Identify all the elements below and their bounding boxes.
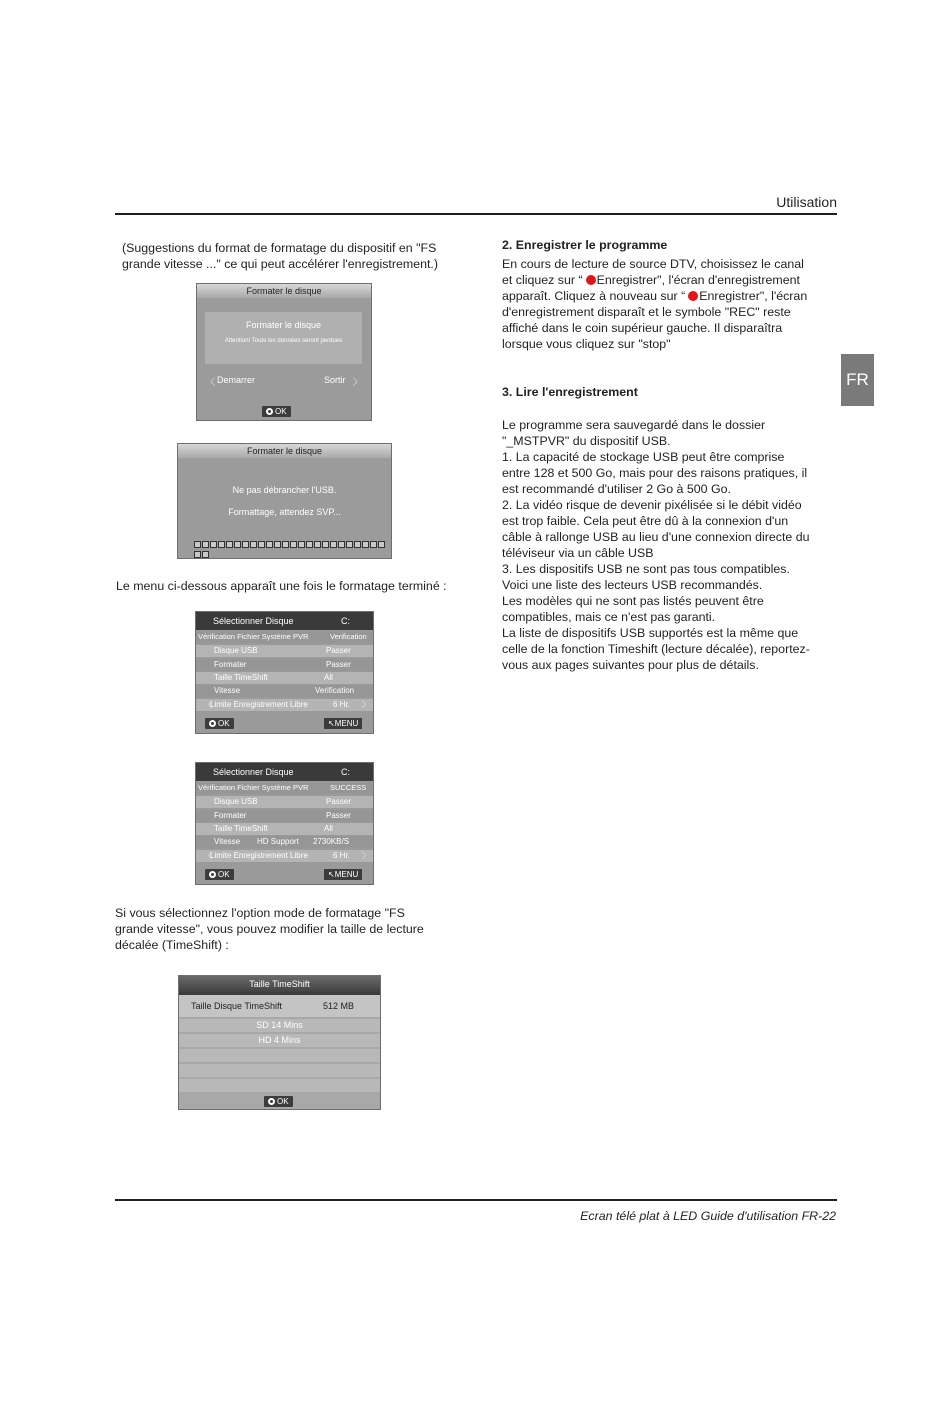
paragraph: 2. La vidéo risque de devenir pixélisée si le débit vidéo est trop faible. Cela peut être dû à la connexion d'un câble à rallonge USB au lieu d'une connexion directe du téléviseur via un câble USB	[502, 498, 810, 560]
record-paragraph	[502, 256, 814, 352]
chevron-left-icon: 〈	[206, 377, 216, 387]
timeshift-intro-text: Si vous sélectionnez l'option mode de formatage "FS grande vitesse", vous pouvez modifier la taille de lecture décalée (TimeShift) :	[115, 906, 424, 952]
row-value: 6 Hr.	[333, 851, 350, 860]
menu-button[interactable]: ↖MENU	[324, 869, 362, 880]
progress-square	[242, 541, 249, 548]
chevron-right-icon: 〉	[353, 377, 363, 387]
disk-menu-row[interactable]	[196, 659, 373, 671]
footer-text: Ecran télé plat à LED Guide d'utilisation FR-22	[580, 1209, 836, 1223]
row-label: Formater	[214, 811, 247, 820]
progress-square	[306, 541, 313, 548]
unplug-warning: Ne pas débrancher l'USB.	[232, 485, 337, 495]
progress-square	[234, 541, 241, 548]
empty-row	[179, 1079, 380, 1092]
paragraph: Les modèles qui ne sont pas listés peuvent être compatibles, mais ce n'est pas garanti.	[502, 594, 764, 624]
ok-icon	[266, 408, 273, 415]
disk-menu-row[interactable]	[196, 699, 373, 711]
disk-menu-row[interactable]	[196, 823, 373, 835]
disk-menu-row[interactable]	[196, 810, 373, 822]
language-tab: FR	[841, 354, 874, 406]
row-value: Passer	[326, 811, 351, 820]
paragraph: La liste de dispositifs USB supportés est la même que celle de la fonction Timeshift (lecture décalée), reportez-vous aux pages suivantes pour plus de détails.	[502, 626, 810, 672]
row-label: Limite Enregistrement Libre	[210, 851, 308, 860]
row-label: Vitesse	[214, 686, 241, 695]
hd-duration: HD 4 Mins	[179, 1034, 380, 1047]
ok-button[interactable]	[262, 406, 291, 417]
paragraph: 1. La capacité de stockage USB peut être comprise entre 128 et 500 Go, mais pour des raisons pratiques, il est recommandé d'utiliser 2 Go à 500 Go.	[502, 450, 808, 496]
sd-duration: SD 14 Mins	[179, 1019, 380, 1032]
start-button[interactable]: Demarrer	[217, 375, 256, 385]
footer-rule	[115, 1199, 837, 1201]
ok-button[interactable]	[205, 718, 234, 729]
chevron-right-icon: 〉	[362, 700, 370, 709]
menu-intro-text: Le menu ci-dessous apparaît une fois le formatage terminé :	[116, 579, 447, 593]
disk-menu-row[interactable]	[196, 645, 373, 657]
record-text-3: Enregistrer", l'écran d'enregistrement disparaît et le symbole "REC" reste affiché dans le coin supérieur gauche. Il disparaîtra lorsque vous cliquez sur "stop"	[502, 289, 808, 351]
progress-square	[290, 541, 297, 548]
menu-label: MENU	[334, 870, 359, 879]
progress-square	[314, 541, 321, 548]
row-label: Taille TimeShift	[214, 673, 268, 682]
timeshift-title: Taille TimeShift	[179, 976, 380, 995]
chevron-left-icon: 〈	[204, 851, 212, 860]
record-icon	[688, 291, 698, 301]
section-title: Utilisation	[776, 194, 837, 210]
format-dialog-title: Formater le disque	[197, 284, 371, 298]
row-value: Passer	[326, 660, 351, 669]
menu-button[interactable]: ↖MENU	[324, 718, 362, 729]
progress-square	[338, 541, 345, 548]
row-label: Vérification Fichier Système PVR	[198, 783, 309, 792]
row-value: Passer	[326, 797, 351, 806]
formatting-dialog-title: Formater le disque	[178, 444, 391, 458]
ok-label: OK	[218, 719, 230, 728]
record-text-2: Enregistrer", l'écran d'enregistrement apparaît. Cliquez à nouveau sur “	[502, 273, 800, 303]
progress-square	[202, 551, 209, 558]
format-dialog	[197, 284, 371, 420]
disk-menu-success	[196, 763, 373, 884]
row-label: Formater	[214, 660, 247, 669]
disk-menu-row[interactable]	[196, 796, 373, 808]
progress-square	[330, 541, 337, 548]
timeshift-size-value: 512 MB	[323, 1001, 355, 1011]
progress-square	[362, 541, 369, 548]
progress-square	[378, 541, 385, 548]
row-value: All	[324, 673, 333, 682]
disk-menu-row[interactable]	[196, 850, 373, 862]
row-label: Disque USB	[214, 797, 258, 806]
paragraph: Le programme sera sauvegardé dans le dossier "_MSTPVR" du dispositif USB.	[502, 418, 766, 448]
ok-label: OK	[218, 870, 230, 879]
formatting-wait: Formattage, attendez SVP...	[228, 507, 341, 517]
row-mid-value: HD Support	[257, 837, 299, 846]
timeshift-size-row[interactable]	[179, 995, 380, 1017]
row-value: 2730KB/S	[313, 837, 350, 846]
exit-button[interactable]: Sortir	[324, 375, 346, 385]
menu-label: MENU	[334, 719, 359, 728]
disk-menu-header	[196, 763, 373, 781]
row-value: All	[324, 824, 333, 833]
progress-square	[346, 541, 353, 548]
chevron-left-icon: 〈	[204, 700, 212, 709]
progress-square	[370, 541, 377, 548]
ok-icon	[209, 720, 216, 727]
row-value: Verification	[315, 686, 355, 695]
progress-square	[194, 551, 201, 558]
disk-menu-row[interactable]	[196, 782, 373, 794]
empty-row	[179, 1049, 380, 1062]
play-recording-paragraphs	[502, 417, 814, 673]
chevron-right-icon: 〉	[362, 851, 370, 860]
progress-bar	[194, 540, 391, 560]
progress-square	[202, 541, 209, 548]
paragraph: 3. Les dispositifs USB ne sont pas tous compatibles. Voici une liste des lecteurs USB recommandés.	[502, 562, 790, 592]
ok-button[interactable]	[205, 869, 234, 880]
disk-menu-title: Sélectionner Disque	[213, 616, 294, 626]
empty-row	[179, 1064, 380, 1077]
row-value: Passer	[326, 646, 351, 655]
drive-letter: C:	[341, 767, 350, 777]
disk-menu-title: Sélectionner Disque	[213, 767, 294, 777]
disk-menu-verifying	[196, 612, 373, 733]
heading-play-recording: 3. Lire l'enregistrement	[502, 385, 638, 399]
ok-label: OK	[277, 1097, 289, 1106]
progress-square	[258, 541, 265, 548]
disk-menu-row[interactable]	[196, 672, 373, 684]
heading-record-program: 2. Enregistrer le programme	[502, 238, 668, 252]
format-inner-panel	[205, 312, 362, 364]
progress-square	[298, 541, 305, 548]
progress-square	[274, 541, 281, 548]
row-value: 6 Hr.	[333, 700, 350, 709]
progress-square	[210, 541, 217, 548]
row-label: Disque USB	[214, 646, 258, 655]
disk-menu-row[interactable]	[196, 685, 373, 697]
row-label: Limite Enregistrement Libre	[210, 700, 308, 709]
format-inner-title: Formater le disque	[245, 320, 322, 330]
timeshift-size-label: Taille Disque TimeShift	[191, 1001, 283, 1011]
formatting-dialog	[178, 444, 391, 558]
progress-square	[282, 541, 289, 548]
progress-square	[194, 541, 201, 548]
progress-square	[322, 541, 329, 548]
progress-square	[354, 541, 361, 548]
row-label: Vérification Fichier Système PVR	[198, 632, 309, 641]
timeshift-dialog	[179, 976, 380, 1109]
ok-label: OK	[275, 407, 287, 416]
ok-button[interactable]	[264, 1096, 293, 1107]
disk-menu-header	[196, 612, 373, 630]
disk-menu-row[interactable]	[196, 836, 373, 848]
record-icon	[586, 275, 596, 285]
progress-square	[226, 541, 233, 548]
progress-square	[266, 541, 273, 548]
row-label: Vitesse	[214, 837, 241, 846]
row-value: SUCCESS	[330, 783, 367, 792]
row-label: Taille TimeShift	[214, 824, 268, 833]
ok-icon	[209, 871, 216, 878]
progress-square	[250, 541, 257, 548]
intro-text: (Suggestions du format de formatage du dispositif en "FS grande vitesse ..." ce qui peut accélérer l'enregistrement.)	[122, 241, 438, 271]
record-text-1: En cours de lecture de source DTV, choisissez le canal et cliquez sur “	[502, 257, 804, 287]
header-rule	[115, 213, 837, 215]
format-warning: Attention! Toute les données seront perdues	[224, 338, 343, 344]
drive-letter: C:	[341, 616, 350, 626]
row-value: Verification	[330, 632, 367, 641]
progress-square	[218, 541, 225, 548]
ok-icon	[268, 1098, 275, 1105]
disk-menu-row[interactable]	[196, 631, 373, 643]
